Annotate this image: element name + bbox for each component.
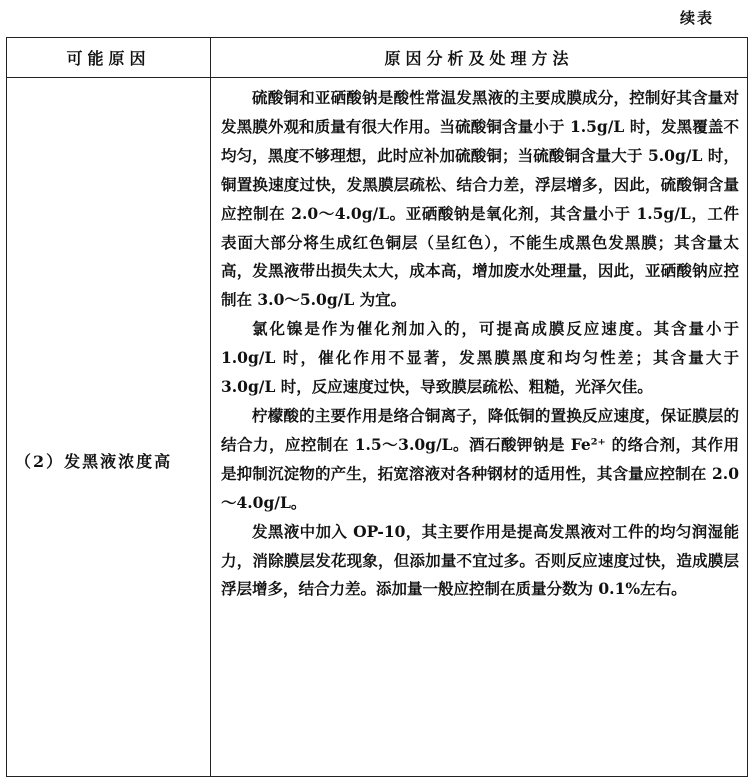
cause-analysis-table (6, 37, 748, 777)
paragraph-op10: 发黑液中加入 OP-10，其主要作用是提高发黑液对工件的均匀润湿能力，消除膜层发花现象，但添加量不宜过多。否则反应速度过快，造成膜层浮层增多，结合力差。添加量一般应控制在质量分数为 0.1%左右。 (221, 521, 739, 599)
table-row (7, 78, 748, 777)
table-continuation-caption: 续表 (679, 9, 714, 27)
analysis-cell (211, 78, 748, 777)
header-analysis-method: 原因分析及处理方法 (211, 38, 748, 78)
paragraph-citric-acid: 柠檬酸的主要作用是络合铜离子，降低铜的置换反应速度，保证膜层的结合力，应控制在 1.5～3.0g/L。酒石酸钾钠是 Fe²⁺ 的络合剂，其作用是抑制沉淀物的产生，拓宽溶液对各种钢材的适用性，其含量应控制在 2.0～4.0g/L。 (221, 405, 739, 512)
header-possible-cause: 可能原因 (7, 38, 211, 78)
cause-text: （2）发黑液浓度高 (15, 452, 173, 471)
table-header-row (7, 38, 748, 78)
cause-cell (7, 78, 211, 777)
paragraph-nickel-chloride: 氯化镍是作为催化剂加入的，可提高成膜反应速度。其含量小于 1.0g/L 时，催化作用不显著，发黑膜黑度和均匀性差；其含量大于 3.0g/L 时，反应速度过快，导致膜层疏松、粗糙，光泽欠佳。 (221, 319, 739, 397)
paragraph-copper-selenite: 硫酸铜和亚硒酸钠是酸性常温发黑液的主要成膜成分，控制好其含量对发黑膜外观和质量有很大作用。当硫酸铜含量小于 1.5g/L 时，发黑覆盖不均匀，黑度不够理想，此时应补加硫酸铜；当硫酸铜含量大于 5.0g/L 时，铜置换速度过快，发黑膜层疏松、结合力差，浮层增多，因此，硫酸铜含量应控制在 2.0～4.0g/L。亚硒酸钠是氧化剂，其含量小于 1.5g/L，工件表面大部分将生成红色铜层（呈红色），不能生成黑色发黑膜；其含量太高，发黑液带出损失太大，成本高，增加废水处理量，因此，亚硒酸钠应控制在 3.0～5.0g/L 为宜。 (221, 88, 739, 310)
